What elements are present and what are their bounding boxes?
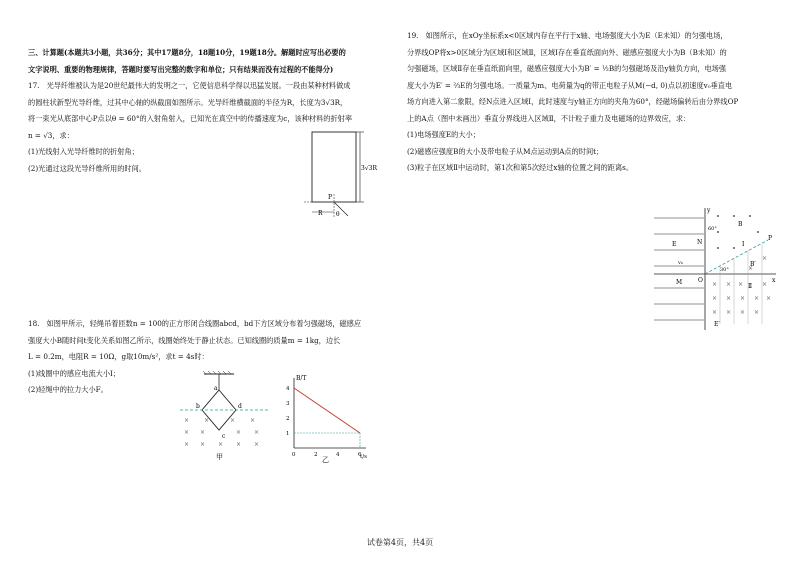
- svg-text:×: ×: [254, 441, 260, 448]
- bt-ytick-label: 4: [286, 386, 290, 392]
- page-footer: 试卷第4页，共4页: [366, 538, 434, 547]
- q17-sub2: (2)光通过这段光导纤维所用的时间。: [28, 163, 146, 173]
- coil-label-b: b: [196, 403, 200, 410]
- q19-y-label: y: [707, 207, 711, 214]
- q19-region1-label: Ⅰ: [742, 241, 745, 248]
- q19-ang60-label: 60°: [708, 226, 717, 232]
- svg-text:×: ×: [218, 441, 224, 448]
- svg-text:×: ×: [762, 255, 768, 262]
- bt-series-line: [294, 388, 360, 433]
- svg-text:×: ×: [738, 281, 744, 288]
- svg-text:×: ×: [236, 429, 242, 436]
- q19-ang30-label: 30°: [720, 267, 729, 273]
- coil-label-d: d: [238, 403, 242, 410]
- q17-line: 将一束光从底部中心P点以θ = 60°的入射角射入，已知光在真空中的传播速度为c，该种材料的折射率: [28, 114, 353, 123]
- bt-caption: 乙: [322, 456, 329, 464]
- q19-sub1: (1)电场强度E的大小；: [407, 130, 480, 139]
- svg-text:×: ×: [740, 309, 746, 316]
- q19-region2-label: Ⅱ: [748, 283, 753, 290]
- svg-text:×: ×: [184, 441, 190, 448]
- q19-x-label: x: [772, 277, 776, 284]
- svg-text:×: ×: [726, 295, 732, 302]
- fiber-length-label: 3√3R: [361, 165, 377, 172]
- svg-text:×: ×: [230, 417, 236, 424]
- svg-text:×: ×: [250, 417, 256, 424]
- svg-text:×: ×: [754, 309, 760, 316]
- svg-text:×: ×: [754, 295, 760, 302]
- svg-text:×: ×: [184, 417, 190, 424]
- q19-line: 匀强磁场，区域Ⅱ存在垂直纸面向里，磁感应强度大小为B′ = ½B的匀强磁场及沿y轴负方向，电场强: [407, 64, 727, 73]
- q19-line: 上的A点（图中未画出）垂直分界线进入区域Ⅱ，不计粒子重力及电磁场的边界效应，求：: [407, 113, 691, 123]
- q18-sub1: (1)线圈中的感应电流大小I；: [28, 368, 121, 378]
- bt-xlabel: t/s: [360, 454, 367, 460]
- section-header-line2: 文字说明、重要的物理规律，答题时要写出完整的数字和单位；只有结果而没有过程的不能得分): [28, 64, 334, 74]
- bt-xtick-label: 2: [314, 452, 318, 458]
- svg-text:×: ×: [726, 281, 732, 288]
- q18-line: 强度大小B随时间t变化关系如图乙所示，线圈始终处于静止状态。已知线圈的质量m = 1kg，边长: [28, 335, 341, 345]
- q17-line: 的圆柱状新型光导纤维，过其中心轴的纵截面如图所示。光导纤维横截面的半径为R，长度为3√3R，: [28, 97, 348, 107]
- q18-line: L = 0.2m，电阻R = 10Ω，g取10m/s²，求t = 4s时：: [28, 352, 209, 361]
- svg-text:×: ×: [184, 429, 190, 436]
- section-header-line1: 三、计算题(本题共3小题，共36分；其中17题8分，18题10分，19题18分。解题时应写出必要的: [28, 48, 346, 57]
- q19-v0-label: v₀: [678, 260, 683, 266]
- svg-text:×: ×: [712, 309, 718, 316]
- q19-line: 19. 如图所示，在xOy坐标系x<0区域内存在平行于x轴、电场强度大小为E（E未知）的匀强电场，: [407, 31, 728, 40]
- q19-line: 分界线OP将x>0区域分为区域Ⅰ和区域Ⅱ，区域Ⅰ存在垂直纸面向外、磁感应强度大小为B（B未知）的: [407, 47, 727, 57]
- bt-xtick-label: 0: [292, 452, 296, 458]
- svg-text:×: ×: [712, 295, 718, 302]
- svg-text:×: ×: [766, 295, 772, 302]
- svg-text:×: ×: [748, 265, 754, 272]
- svg-text:×: ×: [712, 281, 718, 288]
- fiber-p-label: P: [328, 194, 333, 201]
- q19-b-label: B: [738, 221, 743, 228]
- q19-p-label: P: [768, 235, 773, 242]
- q19-op-line: [705, 240, 768, 274]
- q19-n-label: N: [697, 239, 703, 246]
- q19-sub3: (3)粒子在区域Ⅱ中运动时，第1次和第5次经过x轴的位置之间的距离s。: [407, 163, 634, 172]
- q19-m-label: M: [676, 279, 683, 286]
- svg-text:×: ×: [254, 429, 260, 436]
- q17-line: n = √3，求：: [28, 130, 74, 140]
- bt-ytick-label: 2: [286, 416, 290, 422]
- bt-ylabel: B/T: [296, 375, 307, 382]
- q17-sub1: (1)光线射入光导纤维时的折射角；: [28, 147, 139, 156]
- bt-xtick-label: 4: [336, 452, 340, 458]
- fiber-rect: [312, 132, 356, 202]
- right-column: [407, 28, 777, 177]
- svg-text:×: ×: [762, 281, 768, 288]
- fiber-theta-label: θ: [336, 211, 340, 218]
- svg-text:×: ×: [200, 429, 206, 436]
- q19-o-label: O: [698, 277, 703, 284]
- q19-e-label: E: [672, 241, 677, 248]
- coil-label-a: a: [214, 385, 218, 392]
- q19-sub2: (2)磁感应强度B的大小及带电粒子从M点运动到A点的时间t；: [407, 146, 604, 156]
- bt-ytick-label: 1: [286, 431, 290, 437]
- q18-sub2: (2)轻绳中的拉力大小F。: [28, 385, 108, 394]
- q17-fiber-figure: [290, 128, 377, 224]
- svg-text:×: ×: [726, 309, 732, 316]
- q18-line: 18. 如图甲所示，轻绳吊着匝数n = 100的正方形闭合线圈abcd，bd下方区域分布着匀强磁场，磁感应: [28, 319, 362, 328]
- q18-bt-chart: [282, 372, 372, 464]
- svg-text:×: ×: [200, 441, 206, 448]
- bt-xtick-label: 6: [358, 452, 362, 458]
- q17-line: 17. 光导纤维被认为是20世纪最伟大的发明之一，它使信息科学得以迅猛发展。一段由某种材料做成: [28, 81, 351, 90]
- q19-field-figure: [650, 204, 780, 336]
- svg-text:×: ×: [740, 295, 746, 302]
- q19-b2-label: B′: [750, 261, 756, 268]
- q18-coil-figure: [178, 370, 278, 462]
- coil-label-c: c: [222, 433, 226, 440]
- e-field-lines: [654, 218, 704, 320]
- q19-line: 场方向进入第二象限，经N点进入区域Ⅰ，此时速度与y轴正方向的夹角为60°，经磁场偏转后由分界线OP: [407, 97, 739, 106]
- coil-caption: 甲: [216, 453, 223, 461]
- q19-e2-label: E′: [714, 321, 720, 328]
- svg-text:×: ×: [204, 417, 210, 424]
- svg-text:×: ×: [236, 441, 242, 448]
- q19-line: 度大小为E′ = ⅔E的匀强电场。一质量为m、电荷量为q的带正电粒子从M(−d, 0)点以初速度v₀垂直电: [407, 80, 733, 90]
- bt-ytick-label: 3: [286, 401, 290, 407]
- fiber-r-label: R: [318, 210, 323, 217]
